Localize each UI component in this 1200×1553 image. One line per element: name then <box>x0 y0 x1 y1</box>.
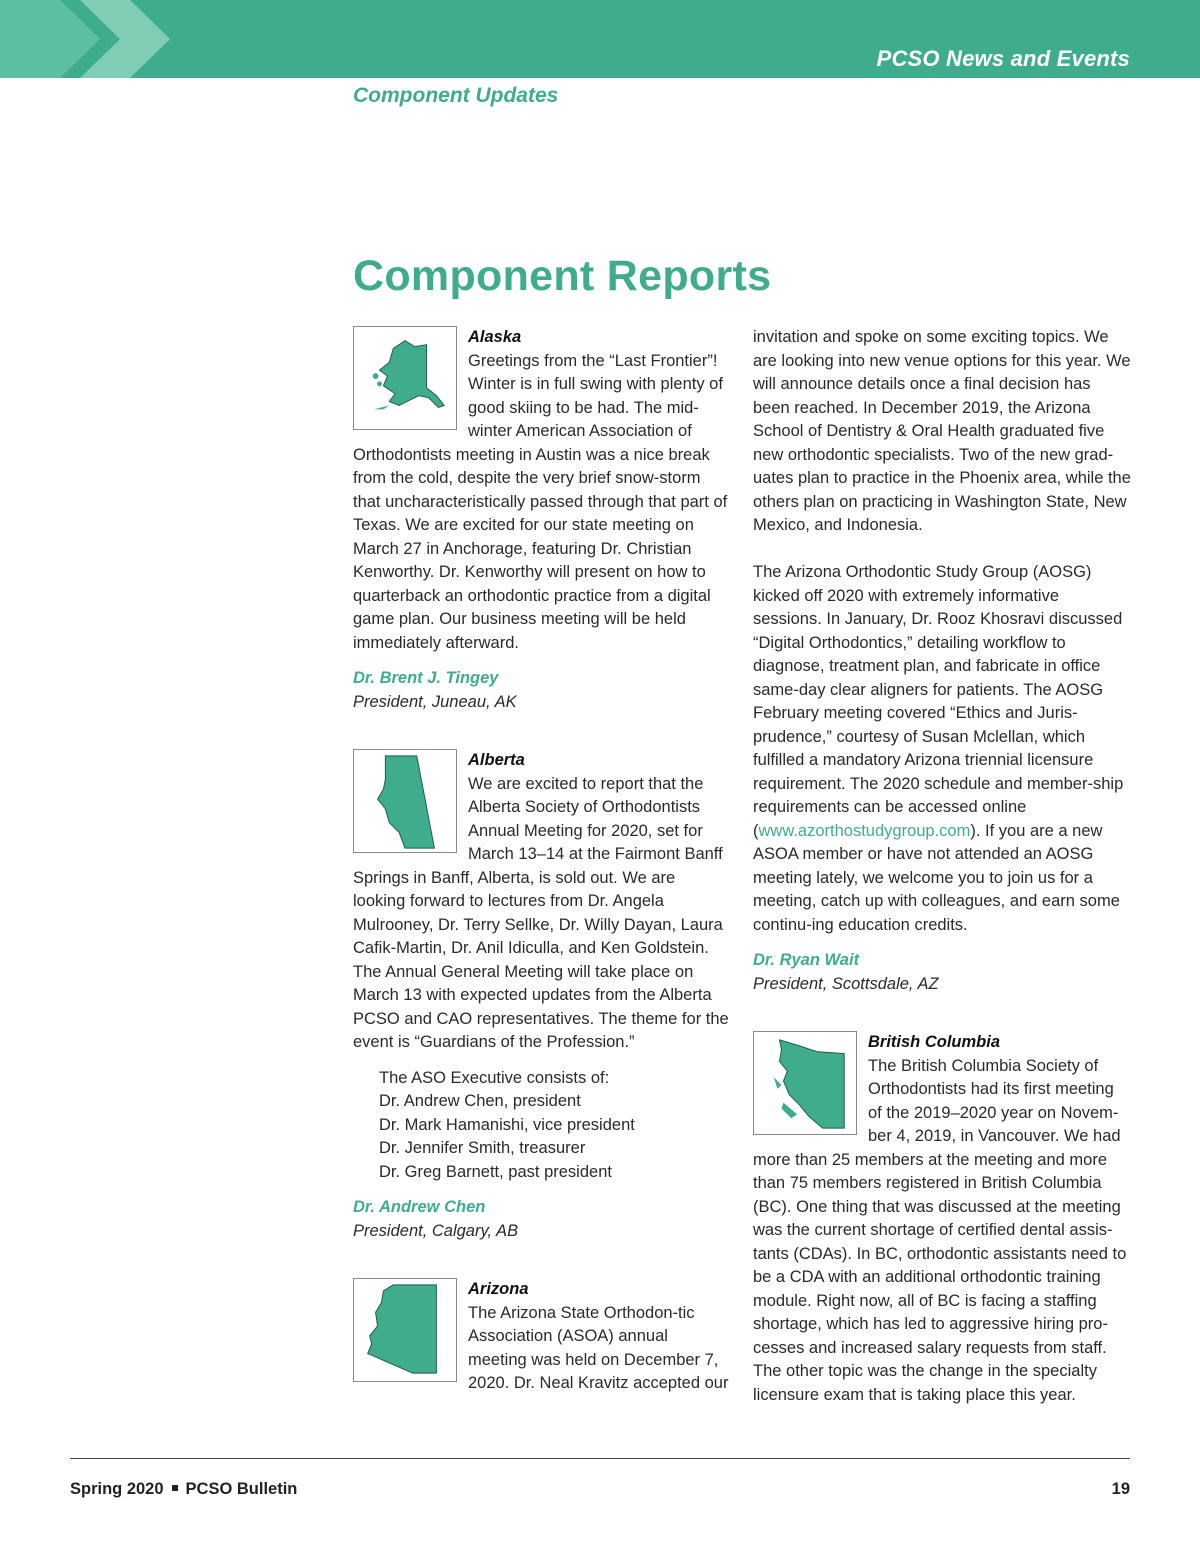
footer-divider <box>70 1458 1130 1459</box>
report-british-columbia <box>753 1031 1131 1407</box>
british-columbia-map-icon <box>753 1031 857 1135</box>
arizona-map-icon <box>353 1278 457 1382</box>
alberta-map-icon <box>353 749 457 853</box>
executive-intro: The ASO Executive consists of: <box>379 1068 610 1087</box>
signature-name: Dr. Brent J. Tingey <box>353 669 499 687</box>
header-banner <box>0 0 1200 78</box>
alaska-map-icon <box>353 326 457 430</box>
page-title: Component Reports <box>353 252 772 300</box>
study-group-link[interactable]: www.azorthostudygroup.com <box>758 821 971 840</box>
signature-role: President, Calgary, AB <box>353 1221 519 1240</box>
signature-name: Dr. Andrew Chen <box>353 1198 486 1216</box>
report-body-continued: invitation and spoke on some exciting topics. We are looking into new venue options for this year. We will announce details once a final decision has been reached. In December 2019, the Arizona School of Dentistry & Oral Health graduated five new orthodontic specialists. Two of the new grad-uates plan to practice in the Phoenix area, while the others plan on practicing in Washington State, New Mexico, and Indonesia. <box>753 328 1131 534</box>
report-body: The British Columbia Society of Orthodontists had its first meeting of the 2019–2020 year on Novem-ber 4, 2019, in Vancouver. We had more than 25 members at the meeting and more than 75 members registered in British Columbia (BC). One thing that was discussed at the meeting was the current shortage of certified dental assis-tants (CDAs). In BC, orthodontic assistants need to be a CDA with an additional orthodontic training module. Right now, all of BC is facing a staffing shortage, which has led to aggressive hiring pro-cesses and increased salary requests from staff. The other topic was the change in the specialty licensure exam that is taking place this year. <box>753 1056 1127 1404</box>
footer-publication: Spring 2020 PCSO Bulletin <box>70 1480 298 1498</box>
report-alaska <box>353 326 731 714</box>
region-heading: Alberta <box>468 751 525 769</box>
report-body: Greetings from the “Last Frontier”! Winter is in full swing with plenty of good skiing to be had. The mid-winter American Association of Orthodontists meeting in Austin was a nice break from the cold, despite the very brief snow-storm that uncharacteristically passed through that part of Texas. We are excited for our state meeting on March 27 in Anchorage, featuring Dr. Christian Kenworthy. Dr. Kenworthy will present on how to quarterback an orthodontic practice from a digital game plan. Our business meeting will be held immediately afterward. <box>353 351 728 652</box>
signature-role: President, Juneau, AK <box>353 692 517 711</box>
report-body: The Arizona State Orthodon-tic Association (ASOA) annual meeting was held on December 7, 2020. Dr. Neal Kravitz accepted our <box>468 1303 729 1392</box>
bullet-square-icon <box>172 1485 178 1491</box>
section-title: PCSO News and Events <box>876 46 1130 71</box>
signature-role: President, Scottsdale, AZ <box>753 974 939 993</box>
report-body: We are excited to report that the Alberta Society of Orthodontists Annual Meeting for 2020, set for March 13–14 at the Fairmont Banff Springs in Banff, Alberta, is sold out. We are looking forward to lectures from Dr. Angela Mulrooney, Dr. Terry Sellke, Dr. Willy Dayan, Laura Cafik-Martin, Dr. Anil Idiculla, and Ken Goldstein. The Annual General Meeting will take place on March 13 with expected updates from the Alberta PCSO and CAO representatives. The theme for the event is “Guardians of the Profession.” <box>353 774 729 1051</box>
left-column <box>353 326 731 1396</box>
report-alberta <box>353 749 731 1243</box>
region-heading: British Columbia <box>868 1033 1001 1051</box>
list-item: Dr. Jennifer Smith, treasurer <box>379 1139 586 1157</box>
chevron-decoration-icon <box>0 0 180 78</box>
right-column <box>753 326 1131 1407</box>
page-number: 19 <box>1111 1480 1130 1498</box>
report-body-paragraph: The Arizona Orthodontic Study Group (AOSG) kicked off 2020 with extremely informative sessions. In January, Dr. Rooz Khosravi discussed “Digital Orthodontics,” detailing workflow to diagnose, treatment plan, and fabricate in office same-day clear aligners for patients. The AOSG February meeting covered “Ethics and Juris-prudence,” courtesy of Susan Mclellan, which fulfilled a mandatory Arizona triennial licensure requirement. The 2020 schedule and member-ship requirements can be accessed online (www.azorthostudygroup.com). If you are a new ASOA member or have not attended an AOSG meeting lately, we welcome you to join us for a meeting, catch up with colleagues, and earn some continu-ing education credits. <box>753 563 1124 934</box>
signature-name: Dr. Ryan Wait <box>753 951 860 969</box>
subsection-title: Component Updates <box>353 84 559 107</box>
region-heading: Alaska <box>468 328 522 346</box>
region-heading: Arizona <box>468 1280 529 1298</box>
list-item: Dr. Andrew Chen, president <box>379 1092 581 1110</box>
executive-list <box>379 1067 731 1185</box>
list-item: Dr. Mark Hamanishi, vice president <box>379 1115 635 1134</box>
report-arizona <box>353 1278 731 1396</box>
list-item: Dr. Greg Barnett, past president <box>379 1162 612 1181</box>
